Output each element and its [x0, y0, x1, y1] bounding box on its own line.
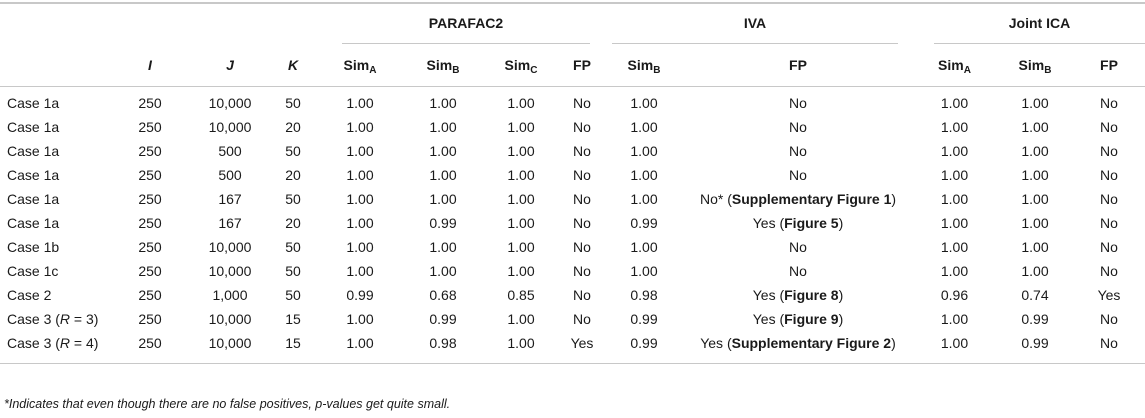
cell-iva-fp: Yes (Figure 5) [752, 215, 844, 231]
cell-k: 20 [285, 167, 301, 183]
cell-k: 50 [285, 263, 301, 279]
cell-iva-fp: No [789, 143, 807, 159]
column-header-row [0, 44, 1145, 87]
cell-p-c: 1.00 [507, 239, 535, 255]
cell-iva-b: 1.00 [630, 143, 658, 159]
cell-i: 250 [138, 215, 162, 231]
cell-p-c: 0.85 [507, 287, 535, 303]
cell-ica-b: 0.74 [1021, 287, 1049, 303]
col-i: I [148, 57, 152, 73]
cell-ica-b: 1.00 [1021, 167, 1049, 183]
cell-j: 167 [218, 215, 242, 231]
cell-iva-b: 1.00 [630, 191, 658, 207]
figure-reference: Figure 8 [784, 287, 839, 303]
cell-p-a: 1.00 [346, 119, 374, 135]
cell-ica-a: 1.00 [940, 239, 969, 255]
cell-ica-a: 1.00 [912, 331, 997, 364]
cell-p-a: 1.00 [346, 167, 374, 183]
col-ica-fp: FP [1100, 57, 1118, 73]
table-row [0, 211, 1145, 235]
cell-case: Case 3 (R = 4) [0, 331, 110, 364]
cell-iva-b: 1.00 [630, 95, 658, 111]
cell-ica-fp: No [1100, 215, 1118, 231]
cell-p-b: 0.98 [404, 331, 482, 364]
cell-p-c: 1.00 [507, 191, 535, 207]
cell-ica-fp: No [1100, 263, 1118, 279]
cell-ica-a: 1.00 [940, 95, 969, 111]
cell-iva-fp: No [789, 263, 807, 279]
cell-p-fp: No [573, 95, 591, 111]
cell-i: 250 [138, 95, 162, 111]
cell-iva-b: 0.98 [630, 287, 658, 303]
cell-p-c: 1.00 [507, 143, 535, 159]
cell-p-a: 1.00 [346, 311, 374, 327]
cell-case: Case 1b [7, 239, 60, 255]
cell-k: 50 [285, 239, 301, 255]
cell-ica-fp: No [1100, 119, 1118, 135]
cell-ica-a: 1.00 [940, 263, 969, 279]
cell-p-a: 1.00 [346, 95, 374, 111]
cell-ica-b: 1.00 [1021, 143, 1049, 159]
cell-ica-a: 0.96 [940, 287, 969, 303]
cell-iva-fp: No* (Supplementary Figure 1) [699, 191, 897, 207]
cell-ica-fp: No [1100, 167, 1118, 183]
cell-p-a: 0.99 [346, 287, 374, 303]
cell-iva-b: 0.99 [630, 311, 658, 327]
col-iva-fp: FP [789, 57, 807, 73]
cell-p-fp: Yes [560, 331, 604, 364]
cell-p-fp: No [573, 311, 591, 327]
cell-p-c: 1.00 [507, 95, 535, 111]
cell-i: 250 [110, 331, 190, 364]
cell-case: Case 1a [7, 95, 60, 111]
cell-p-b: 0.99 [429, 311, 457, 327]
cell-case: Case 2 [7, 287, 52, 303]
cell-ica-a: 1.00 [940, 215, 969, 231]
cell-p-b: 1.00 [429, 95, 457, 111]
cell-ica-b: 0.99 [997, 331, 1073, 364]
table-row [0, 307, 1145, 331]
cell-j: 10,000 [208, 95, 252, 111]
cell-iva-fp: Yes (Supplementary Figure 2) [684, 331, 912, 364]
cell-case: Case 1a [7, 119, 60, 135]
cell-iva-b: 0.99 [630, 215, 658, 231]
cell-j: 500 [218, 167, 242, 183]
cell-case: Case 1c [7, 263, 59, 279]
cell-i: 250 [138, 311, 162, 327]
cell-j: 10,000 [208, 239, 252, 255]
cell-p-b: 0.99 [429, 215, 457, 231]
table-row [0, 87, 1145, 116]
cell-iva-fp: No [789, 167, 807, 183]
cell-iva-b: 1.00 [630, 167, 658, 183]
cell-iva-fp: Yes (Figure 8) [752, 287, 844, 303]
col-parafac2-sim-a: Sim$_A$ [343, 57, 377, 76]
cell-ica-a: 1.00 [940, 119, 969, 135]
cell-p-b: 1.00 [429, 143, 457, 159]
table-row [0, 163, 1145, 187]
cell-p-c: 1.00 [507, 215, 535, 231]
cell-iva-b: 1.00 [630, 239, 658, 255]
cell-iva-fp: No [789, 239, 807, 255]
cell-iva-fp: No [789, 95, 807, 111]
cell-j: 500 [218, 143, 242, 159]
col-iva-sim-b: Sim$_B$ [627, 57, 661, 76]
table-body [0, 87, 1145, 364]
cell-i: 250 [138, 191, 162, 207]
cell-ica-fp: Yes [1097, 287, 1121, 303]
cell-i: 250 [138, 263, 162, 279]
cell-ica-a: 1.00 [940, 311, 969, 327]
cell-ica-fp: No [1100, 95, 1118, 111]
cell-p-c: 1.00 [507, 263, 535, 279]
cell-ica-a: 1.00 [940, 167, 969, 183]
cell-p-c: 1.00 [507, 167, 535, 183]
cell-iva-fp: Yes (Figure 9) [752, 311, 844, 327]
cell-ica-a: 1.00 [940, 191, 969, 207]
table-row [0, 139, 1145, 163]
cell-k: 20 [285, 215, 301, 231]
cell-iva-b: 0.99 [604, 331, 684, 364]
group-iva: IVA [612, 4, 898, 44]
cell-case: Case 1a [7, 167, 60, 183]
cell-ica-fp: No [1100, 143, 1118, 159]
table-row [0, 331, 1145, 364]
cell-j: 10,000 [208, 119, 252, 135]
cell-p-fp: No [573, 191, 591, 207]
table-row [0, 259, 1145, 283]
cell-ica-b: 1.00 [1021, 239, 1049, 255]
cell-k: 50 [285, 143, 301, 159]
cell-ica-b: 1.00 [1021, 119, 1049, 135]
cell-case: Case 1a [7, 215, 60, 231]
col-ica-sim-a: Sim$_A$ [938, 57, 971, 76]
cell-p-a: 1.00 [346, 263, 374, 279]
cell-k: 20 [285, 119, 301, 135]
table-row [0, 115, 1145, 139]
figure-reference: Supplementary Figure 1 [731, 191, 892, 207]
cell-iva-fp: No [789, 119, 807, 135]
cell-j: 10,000 [190, 331, 270, 364]
cell-ica-b: 1.00 [1021, 191, 1049, 207]
cell-p-a: 1.00 [346, 143, 374, 159]
cell-case: Case 1a [7, 191, 60, 207]
cell-p-b: 1.00 [429, 191, 457, 207]
cell-p-b: 1.00 [429, 119, 457, 135]
cell-p-a: 1.00 [346, 215, 374, 231]
table-row [0, 283, 1145, 307]
cell-p-c: 1.00 [482, 331, 560, 364]
cell-ica-a: 1.00 [940, 143, 969, 159]
group-header-row [0, 4, 1145, 44]
cell-j: 167 [218, 191, 242, 207]
cell-p-b: 1.00 [429, 239, 457, 255]
cell-k: 15 [270, 331, 316, 364]
cell-case: Case 3 (R = 3) [7, 311, 99, 327]
cell-p-c: 1.00 [507, 119, 535, 135]
cell-p-fp: No [573, 119, 591, 135]
cell-i: 250 [138, 239, 162, 255]
cell-j: 10,000 [208, 311, 252, 327]
cell-p-fp: No [573, 143, 591, 159]
cell-p-a: 1.00 [316, 331, 404, 364]
table-row [0, 187, 1145, 211]
cell-p-b: 1.00 [429, 167, 457, 183]
cell-ica-fp: No [1100, 239, 1118, 255]
cell-ica-fp: No [1100, 311, 1118, 327]
cell-p-b: 1.00 [429, 263, 457, 279]
cell-p-a: 1.00 [346, 191, 374, 207]
col-parafac2-sim-b: Sim$_B$ [426, 57, 460, 76]
cell-j: 1,000 [212, 287, 248, 303]
cell-ica-b: 1.00 [1021, 95, 1049, 111]
cell-p-b: 0.68 [429, 287, 457, 303]
cell-ica-fp: No [1073, 331, 1145, 364]
cell-ica-b: 1.00 [1021, 215, 1049, 231]
cell-iva-b: 1.00 [630, 119, 658, 135]
cell-ica-b: 1.00 [1021, 263, 1049, 279]
col-j: J [226, 57, 234, 73]
cell-p-fp: No [573, 263, 591, 279]
cell-p-c: 1.00 [507, 311, 535, 327]
cell-p-fp: No [573, 239, 591, 255]
table-row [0, 235, 1145, 259]
cell-i: 250 [138, 143, 162, 159]
col-k: K [287, 57, 299, 73]
cell-k: 50 [285, 191, 301, 207]
cell-p-fp: No [573, 287, 591, 303]
col-parafac2-sim-c: Sim$_C$ [504, 57, 538, 76]
table-footnote: *Indicates that even though there are no false positives, p-values get quite small. [4, 397, 451, 411]
figure-reference: Figure 9 [784, 311, 839, 327]
cell-i: 250 [138, 287, 162, 303]
cell-k: 15 [285, 311, 301, 327]
col-ica-sim-b: Sim$_B$ [1018, 57, 1052, 76]
cell-ica-b: 0.99 [1021, 311, 1049, 327]
col-parafac2-fp: FP [573, 57, 591, 73]
results-table-main [0, 2, 1145, 364]
cell-p-fp: No [573, 215, 591, 231]
cell-ica-fp: No [1100, 191, 1118, 207]
cell-j: 10,000 [208, 263, 252, 279]
cell-case: Case 1a [7, 143, 60, 159]
cell-p-fp: No [573, 167, 591, 183]
cell-iva-b: 1.00 [630, 263, 658, 279]
cell-i: 250 [138, 119, 162, 135]
cell-k: 50 [285, 287, 301, 303]
cell-p-a: 1.00 [346, 239, 374, 255]
group-parafac2: PARAFAC2 [342, 4, 590, 44]
cell-k: 50 [285, 95, 301, 111]
figure-reference: Supplementary Figure 2 [731, 335, 892, 351]
group-joint-ica: Joint ICA [934, 4, 1145, 44]
cell-i: 250 [138, 167, 162, 183]
figure-reference: Figure 5 [784, 215, 839, 231]
